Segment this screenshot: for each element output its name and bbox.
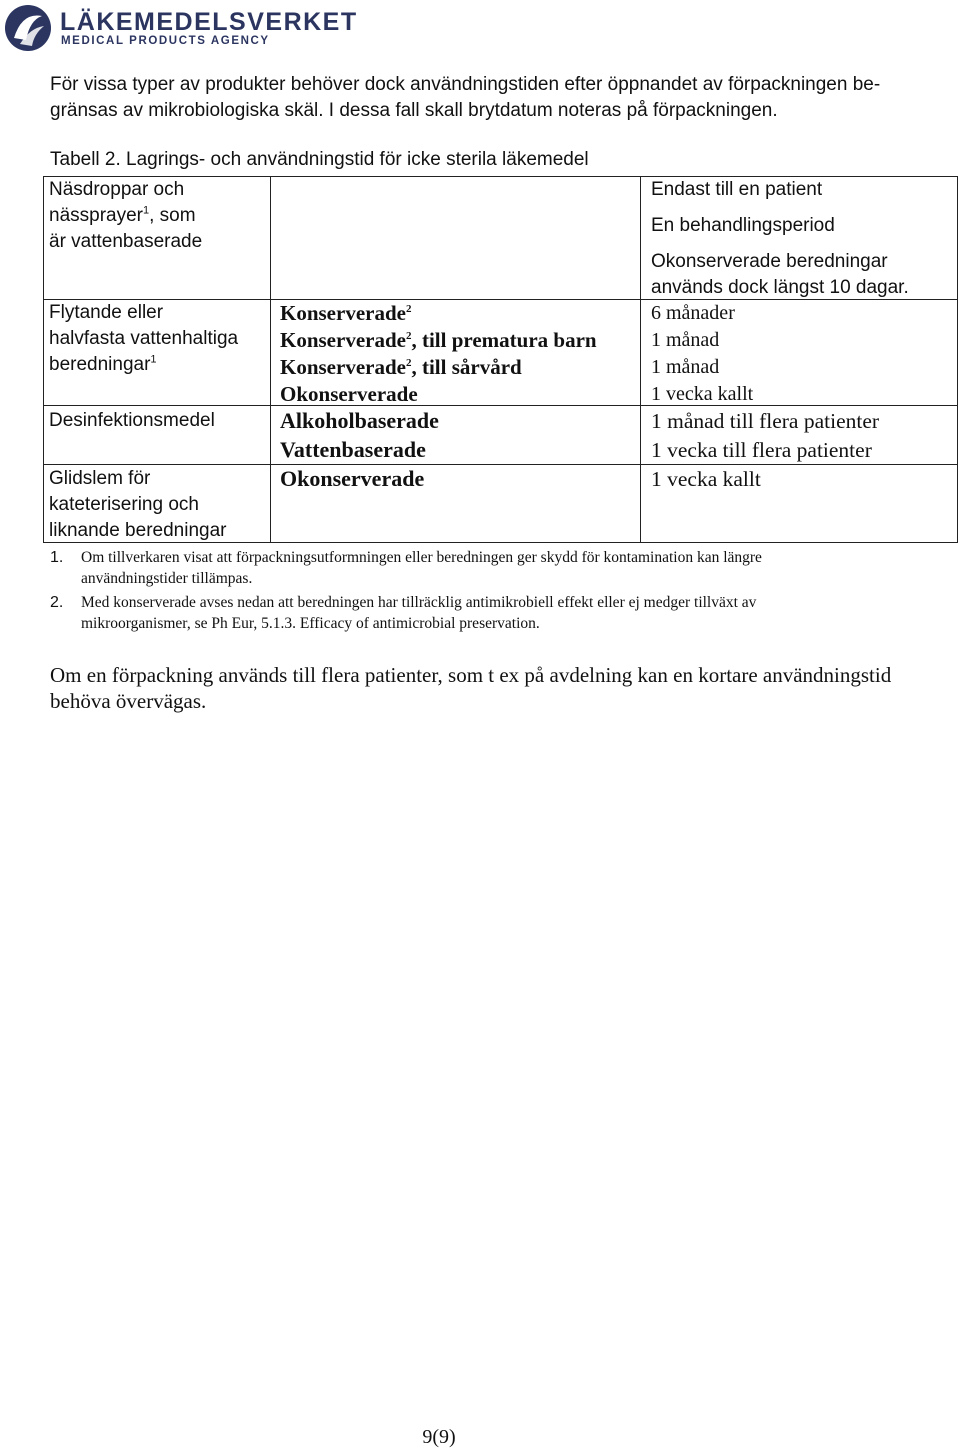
table-item: Okonserverade xyxy=(280,382,418,406)
agency-logo xyxy=(4,4,358,52)
storage-table xyxy=(43,176,958,543)
table-cell-duration: 1 månad till flera patienter 1 vecka till flera patienter xyxy=(651,409,880,462)
table-divider xyxy=(44,464,957,465)
footnote: 2. Med konserverade avses nedan att beredningen har tillräcklig antimikrobiell effekt eller ej medger tillväxt av mikroorganismer, se Ph Eur, 5.1.3. Efficacy of antimicrobial preservation. xyxy=(50,594,757,632)
table-footnotes xyxy=(50,547,950,637)
intro-paragraph xyxy=(50,72,945,124)
table-cell-category: Desinfektionsmedel xyxy=(49,410,215,431)
table-cell-type xyxy=(280,300,597,407)
table-cell-type: Alkoholbaserade Vattenbaserade xyxy=(280,408,439,462)
table-cell-duration: Endast till en patient En behandlingsperiod Okonserverade beredningar används dock längst 10 dagar. xyxy=(651,179,909,298)
org-name: LÄKEMEDELSVERKET xyxy=(60,8,358,36)
intro-line: För vissa typer av produkter behöver dock användningstiden efter öppnandet av förpackningen be- xyxy=(50,74,881,95)
page-number: 9(9) xyxy=(422,1426,456,1448)
org-subtitle: MEDICAL PRODUCTS AGENCY xyxy=(61,35,270,47)
table-caption: Tabell 2. Lagrings- och användningstid för icke sterila läkemedel xyxy=(50,149,589,170)
table-divider xyxy=(270,177,271,542)
table-divider xyxy=(640,177,641,542)
table-cell-category: Glidslem för kateterisering och liknande beredningar xyxy=(49,468,227,541)
table-item: Konserverade$^2$, till prematura barn xyxy=(280,328,597,352)
agency-emblem-icon xyxy=(4,4,52,52)
table-cell-type: Okonserverade xyxy=(280,466,425,491)
table-item: Konserverade$^2$ xyxy=(280,301,412,325)
table-cell-duration: 6 månader 1 månad 1 månad 1 vecka kallt xyxy=(651,302,754,405)
intro-line: gränsas av mikrobiologiska skäl. I dessa fall skall brytdatum noteras på förpackningen. xyxy=(50,100,778,121)
closing-paragraph: Om en förpackning används till flera patienter, som t ex på avdelning kan en kortare användningstid behöva övervägas. xyxy=(50,663,892,713)
table-cell-category: Näsdroppar och nässprayer$^1$, som är vattenbaserade xyxy=(49,179,203,252)
table-cell-duration: 1 vecka kallt xyxy=(651,467,761,491)
table-cell-category: Flytande eller halvfasta vattenhaltiga beredningar$^1$ xyxy=(49,302,239,375)
footnote: 1. Om tillverkaren visat att förpackningsutformningen eller beredningen ger skydd för kontamination kan längre användningstider tillämpas. xyxy=(50,549,762,587)
table-item: Konserverade$^2$, till sårvård xyxy=(280,355,522,379)
